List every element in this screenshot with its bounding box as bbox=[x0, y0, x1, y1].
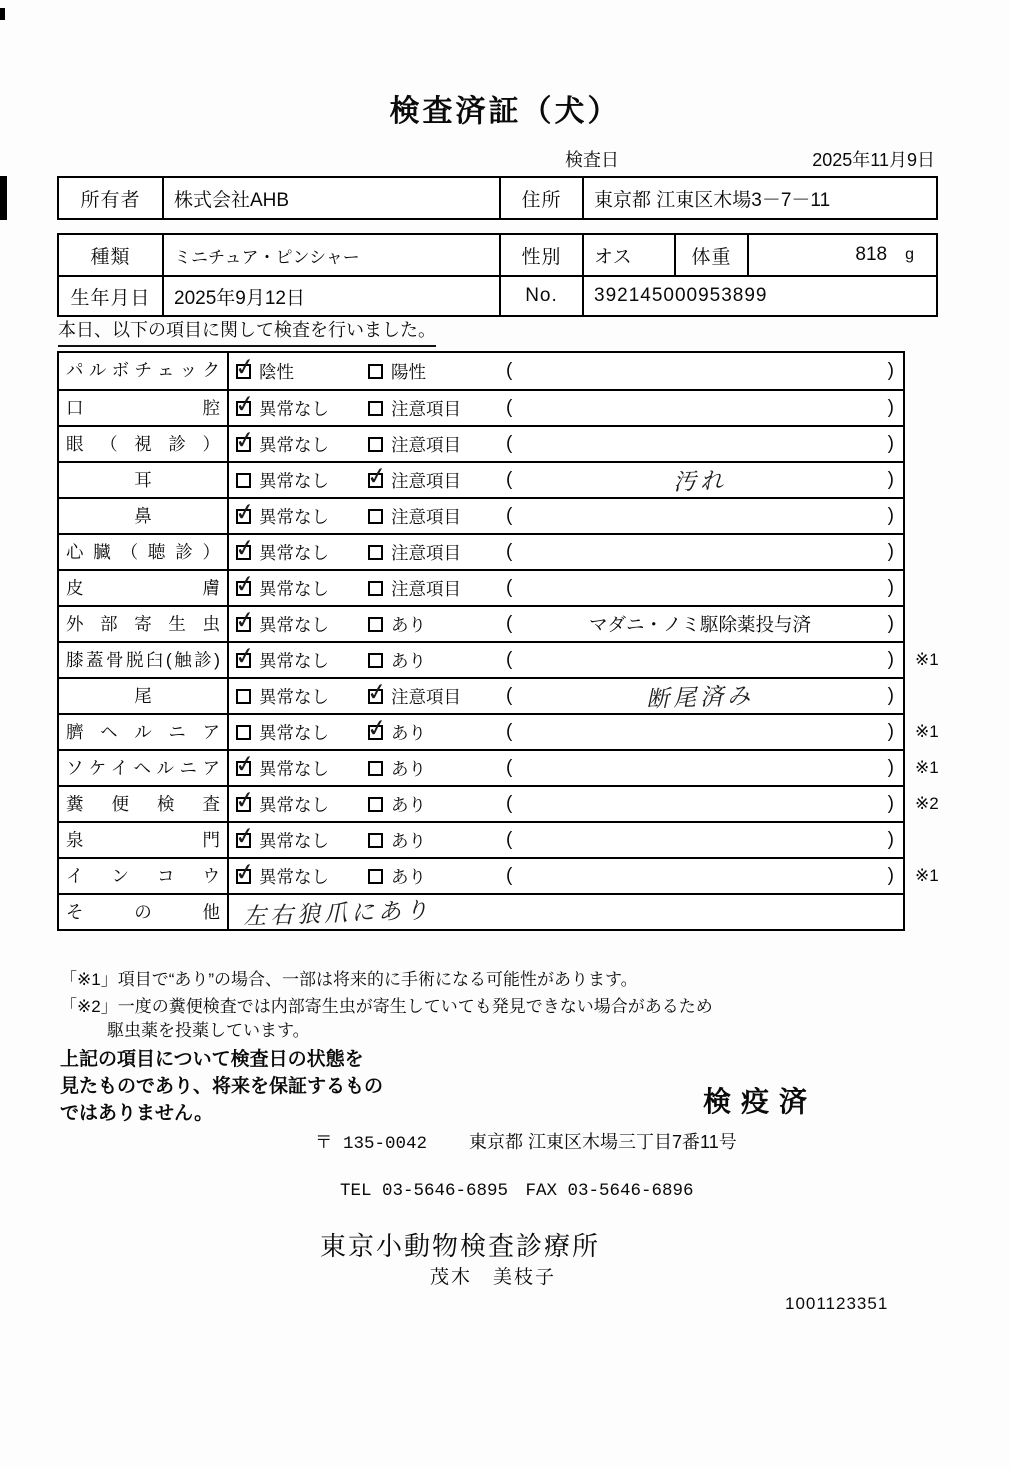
check-note bbox=[497, 463, 903, 497]
check-option-1 bbox=[229, 679, 361, 713]
check-option-label: 異常なし bbox=[259, 830, 329, 851]
checkbox-icon bbox=[368, 437, 383, 452]
check-option-label: 異常なし bbox=[259, 722, 329, 743]
paren-close-icon: ) bbox=[887, 721, 894, 742]
check-option-1 bbox=[229, 535, 361, 569]
check-option-label: 異常なし bbox=[259, 650, 329, 671]
paren-open-icon: ( bbox=[506, 685, 513, 706]
check-option-label: 注意項目 bbox=[391, 398, 461, 419]
check-item-label: 外部寄生虫 bbox=[59, 607, 229, 641]
check-note bbox=[497, 571, 903, 605]
check-option-label: 注意項目 bbox=[391, 506, 461, 527]
checkbox-icon bbox=[236, 401, 251, 416]
footnote-marker: ※1 bbox=[915, 650, 939, 669]
scan-artifact bbox=[0, 8, 5, 20]
footnote-2-line2: 駆虫薬を投薬しています。 bbox=[107, 1021, 310, 1040]
owner-value: 株式会社AHB bbox=[162, 178, 499, 218]
check-option-1 bbox=[229, 715, 361, 749]
checkbox-icon bbox=[236, 509, 251, 524]
check-option-label: 陽性 bbox=[391, 361, 426, 382]
check-option-1 bbox=[229, 353, 361, 389]
check-row-other bbox=[59, 893, 903, 929]
weight-value: 818 bbox=[855, 244, 888, 265]
check-row-ears bbox=[59, 461, 903, 497]
paren-close-icon: ) bbox=[887, 829, 894, 850]
postal-code: 〒 135-0042 bbox=[315, 1134, 428, 1154]
check-option-2 bbox=[361, 353, 497, 389]
paren-close-icon: ) bbox=[887, 685, 894, 706]
paren-open-icon: ( bbox=[506, 865, 513, 886]
paren-open-icon: ( bbox=[506, 649, 513, 670]
check-note bbox=[497, 535, 903, 569]
checkbox-icon bbox=[368, 364, 383, 379]
check-option-1 bbox=[229, 751, 361, 785]
check-option-2 bbox=[361, 535, 497, 569]
check-item-label: 心臓（聴診） bbox=[59, 535, 229, 569]
check-option-1 bbox=[229, 859, 361, 893]
check-option-2 bbox=[361, 823, 497, 857]
check-option-1 bbox=[229, 823, 361, 857]
checkbox-icon bbox=[236, 545, 251, 560]
check-item-label: インコウ bbox=[59, 859, 229, 893]
handwritten-note: 断尾済み bbox=[645, 682, 755, 712]
paren-close-icon: ) bbox=[887, 649, 894, 670]
paren-open-icon: ( bbox=[506, 613, 513, 634]
intro-text: 本日、以下の項目に関して検査を行いました。 bbox=[58, 316, 436, 347]
check-option-label: 異常なし bbox=[259, 506, 329, 527]
scan-artifact bbox=[0, 176, 7, 220]
clinic-tel-fax: TEL 03-5646-6895 FAX 03-5646-6896 bbox=[340, 1181, 694, 1201]
checkbox-icon bbox=[236, 869, 251, 884]
checkbox-icon bbox=[236, 473, 251, 488]
checkbox-icon bbox=[368, 833, 383, 848]
check-row-eyes bbox=[59, 425, 903, 461]
check-option-2 bbox=[361, 463, 497, 497]
checkbox-icon bbox=[236, 833, 251, 848]
check-item-label: その他 bbox=[59, 895, 229, 929]
checkbox-icon bbox=[236, 364, 251, 379]
note-text: マダニ・ノミ駆除薬投与済 bbox=[588, 614, 811, 635]
check-note bbox=[497, 643, 903, 677]
check-option-label: あり bbox=[391, 830, 426, 851]
paren-open-icon: ( bbox=[506, 397, 513, 418]
check-option-label: 注意項目 bbox=[391, 470, 461, 491]
checkbox-icon bbox=[236, 437, 251, 452]
check-option-label: 異常なし bbox=[259, 398, 329, 419]
serial-number: 1001123351 bbox=[785, 1294, 889, 1313]
check-option-2 bbox=[361, 499, 497, 533]
disclaimer-line-2: 見たものであり、将来を保証するもの bbox=[60, 1076, 384, 1097]
check-row-skin bbox=[59, 569, 903, 605]
check-item-label: 尾 bbox=[59, 679, 229, 713]
birth-value: 2025年9月12日 bbox=[162, 277, 499, 315]
check-option-label: 注意項目 bbox=[391, 686, 461, 707]
footnote-2-line1: 「※2」一度の糞便検査では内部寄生虫が寄生していても発見できない場合があるため bbox=[60, 997, 713, 1016]
check-option-label: あり bbox=[391, 722, 426, 743]
check-option-2 bbox=[361, 715, 497, 749]
inspection-date-label: 検査日 bbox=[565, 150, 619, 170]
pet-row-1 bbox=[59, 235, 936, 275]
check-option-label: 異常なし bbox=[259, 434, 329, 455]
checkbox-icon bbox=[368, 509, 383, 524]
paren-open-icon: ( bbox=[506, 505, 513, 526]
check-row-fontanelle bbox=[59, 821, 903, 857]
check-item-label: 皮膚 bbox=[59, 571, 229, 605]
paren-open-icon: ( bbox=[506, 541, 513, 562]
inspection-date-value: 2025年11月9日 bbox=[812, 150, 935, 170]
check-item-label: 臍ヘルニア bbox=[59, 715, 229, 749]
checkbox-icon bbox=[368, 689, 383, 704]
checkbox-icon bbox=[368, 473, 383, 488]
check-item-label: 眼（視診） bbox=[59, 427, 229, 461]
paren-open-icon: ( bbox=[506, 829, 513, 850]
check-option-label: 異常なし bbox=[259, 542, 329, 563]
paren-open-icon: ( bbox=[506, 433, 513, 454]
other-note-area bbox=[229, 895, 903, 929]
check-option-label: 異常なし bbox=[259, 614, 329, 635]
footnote-marker: ※1 bbox=[915, 866, 939, 885]
check-option-1 bbox=[229, 607, 361, 641]
check-row-patella bbox=[59, 641, 939, 677]
checkbox-icon bbox=[368, 797, 383, 812]
check-note bbox=[497, 499, 903, 533]
clinic-address-line bbox=[315, 1128, 737, 1154]
footnote-1: 「※1」項目で“あり”の場合、一部は将来的に手術になる可能性があります。 bbox=[60, 970, 638, 989]
footnote-marker: ※2 bbox=[915, 794, 939, 813]
check-option-label: 注意項目 bbox=[391, 578, 461, 599]
check-item-label: 糞便検査 bbox=[59, 787, 229, 821]
check-item-label: 鼻 bbox=[59, 499, 229, 533]
weight-unit: g bbox=[905, 246, 914, 263]
check-option-label: 異常なし bbox=[259, 686, 329, 707]
checkbox-icon bbox=[368, 617, 383, 632]
check-option-2 bbox=[361, 571, 497, 605]
birth-label: 生年月日 bbox=[70, 287, 151, 309]
check-item-label: ソケイヘルニア bbox=[59, 751, 229, 785]
check-option-label: 異常なし bbox=[259, 794, 329, 815]
quarantine-stamp: 検疫済 bbox=[703, 1086, 818, 1117]
check-note bbox=[497, 427, 903, 461]
paren-close-icon: ) bbox=[887, 469, 894, 490]
check-option-2 bbox=[361, 859, 497, 893]
weight-label: 体重 bbox=[674, 235, 747, 275]
weight-cell bbox=[747, 235, 936, 275]
checkbox-icon bbox=[236, 689, 251, 704]
check-note bbox=[497, 679, 903, 713]
paren-open-icon: ( bbox=[506, 757, 513, 778]
paren-open-icon: ( bbox=[506, 469, 513, 490]
owner-row bbox=[59, 178, 936, 218]
check-option-2 bbox=[361, 643, 497, 677]
check-option-label: あり bbox=[391, 758, 426, 779]
check-option-label: 注意項目 bbox=[391, 542, 461, 563]
check-note bbox=[497, 823, 903, 857]
paren-close-icon: ) bbox=[887, 613, 894, 634]
check-item-label: 泉門 bbox=[59, 823, 229, 857]
check-item-label: 耳 bbox=[59, 463, 229, 497]
checkbox-icon bbox=[368, 869, 383, 884]
check-row-parvo bbox=[59, 353, 903, 389]
checkbox-icon bbox=[236, 581, 251, 596]
pet-table bbox=[57, 233, 938, 317]
disclaimer-text bbox=[60, 1046, 383, 1127]
breed-label: 種類 bbox=[90, 246, 131, 268]
check-item-label: パルボチェック bbox=[59, 353, 229, 389]
check-row-fecal bbox=[59, 785, 939, 821]
check-note bbox=[497, 391, 903, 425]
check-option-1 bbox=[229, 391, 361, 425]
paren-close-icon: ) bbox=[887, 541, 894, 562]
paren-close-icon: ) bbox=[887, 865, 894, 886]
address-value: 東京都 江東区木場3－7－11 bbox=[582, 178, 936, 218]
check-option-2 bbox=[361, 391, 497, 425]
sex-value: オス bbox=[582, 235, 674, 275]
pet-row-2 bbox=[59, 275, 936, 315]
paren-close-icon: ) bbox=[887, 433, 894, 454]
check-option-label: 異常なし bbox=[259, 866, 329, 887]
checkbox-icon bbox=[236, 797, 251, 812]
check-option-1 bbox=[229, 643, 361, 677]
checkbox-icon bbox=[236, 725, 251, 740]
check-option-2 bbox=[361, 679, 497, 713]
check-note bbox=[497, 607, 903, 641]
check-item-label: 口腔 bbox=[59, 391, 229, 425]
checkbox-icon bbox=[236, 653, 251, 668]
checkbox-icon bbox=[368, 545, 383, 560]
owner-label: 所有者 bbox=[80, 189, 141, 211]
check-row-inkou bbox=[59, 857, 939, 893]
check-row-tail bbox=[59, 677, 903, 713]
checkbox-icon bbox=[368, 653, 383, 668]
checkbox-icon bbox=[368, 725, 383, 740]
check-note bbox=[497, 353, 903, 389]
check-row-umbilical-hernia bbox=[59, 713, 939, 749]
page-title: 検査済証（犬） bbox=[389, 95, 621, 128]
check-note bbox=[497, 751, 903, 785]
paren-close-icon: ) bbox=[887, 757, 894, 778]
disclaimer-line-1: 上記の項目について検査日の状態を bbox=[60, 1049, 364, 1070]
no-value: 392145000953899 bbox=[582, 277, 936, 315]
check-option-2 bbox=[361, 787, 497, 821]
clinic-name: 東京小動物検査診療所 bbox=[320, 1231, 601, 1261]
check-note bbox=[497, 859, 903, 893]
check-option-label: 異常なし bbox=[259, 758, 329, 779]
no-label: No. bbox=[499, 277, 582, 315]
paren-open-icon: ( bbox=[506, 360, 513, 381]
check-row-heart bbox=[59, 533, 903, 569]
footnote-marker: ※1 bbox=[915, 722, 939, 741]
check-option-label: 異常なし bbox=[259, 470, 329, 491]
check-row-mouth bbox=[59, 389, 903, 425]
check-row-inguinal-hernia bbox=[59, 749, 939, 785]
breed-value: ミニチュア・ピンシャー bbox=[162, 235, 499, 275]
paren-close-icon: ) bbox=[887, 577, 894, 598]
check-row-nose bbox=[59, 497, 903, 533]
check-option-1 bbox=[229, 463, 361, 497]
paren-close-icon: ) bbox=[887, 360, 894, 381]
handwritten-note: 汚れ bbox=[672, 467, 728, 495]
disclaimer-line-3: ではありません。 bbox=[60, 1103, 214, 1124]
paren-close-icon: ) bbox=[887, 505, 894, 526]
checkbox-icon bbox=[236, 761, 251, 776]
check-option-label: 異常なし bbox=[259, 578, 329, 599]
address-label: 住所 bbox=[499, 178, 582, 218]
check-option-2 bbox=[361, 751, 497, 785]
checkbox-icon bbox=[368, 581, 383, 596]
paren-close-icon: ) bbox=[887, 397, 894, 418]
check-option-label: あり bbox=[391, 650, 426, 671]
check-row-parasites bbox=[59, 605, 903, 641]
inspection-table bbox=[57, 351, 939, 931]
check-option-label: あり bbox=[391, 614, 426, 635]
sex-label: 性別 bbox=[499, 235, 582, 275]
handwritten-note: 左右狼爪にあり bbox=[242, 896, 433, 930]
paren-open-icon: ( bbox=[506, 793, 513, 814]
checkbox-icon bbox=[368, 401, 383, 416]
check-option-1 bbox=[229, 427, 361, 461]
checkbox-icon bbox=[368, 761, 383, 776]
check-option-2 bbox=[361, 427, 497, 461]
paren-open-icon: ( bbox=[506, 577, 513, 598]
checkbox-icon bbox=[236, 617, 251, 632]
check-option-label: あり bbox=[391, 794, 426, 815]
check-option-1 bbox=[229, 571, 361, 605]
paren-open-icon: ( bbox=[506, 721, 513, 742]
owner-table bbox=[57, 176, 938, 220]
check-option-label: 陰性 bbox=[259, 361, 294, 382]
check-option-label: あり bbox=[391, 866, 426, 887]
veterinarian-name: 茂木 美枝子 bbox=[430, 1267, 557, 1288]
clinic-address: 東京都 江東区木場三丁目7番11号 bbox=[469, 1132, 737, 1152]
check-option-1 bbox=[229, 499, 361, 533]
check-note bbox=[497, 787, 903, 821]
check-item-label: 膝蓋骨脱臼(触診) bbox=[59, 643, 229, 677]
check-note bbox=[497, 715, 903, 749]
paren-close-icon: ) bbox=[887, 793, 894, 814]
check-option-1 bbox=[229, 787, 361, 821]
check-option-label: 注意項目 bbox=[391, 434, 461, 455]
footnote-marker: ※1 bbox=[915, 758, 939, 777]
check-option-2 bbox=[361, 607, 497, 641]
